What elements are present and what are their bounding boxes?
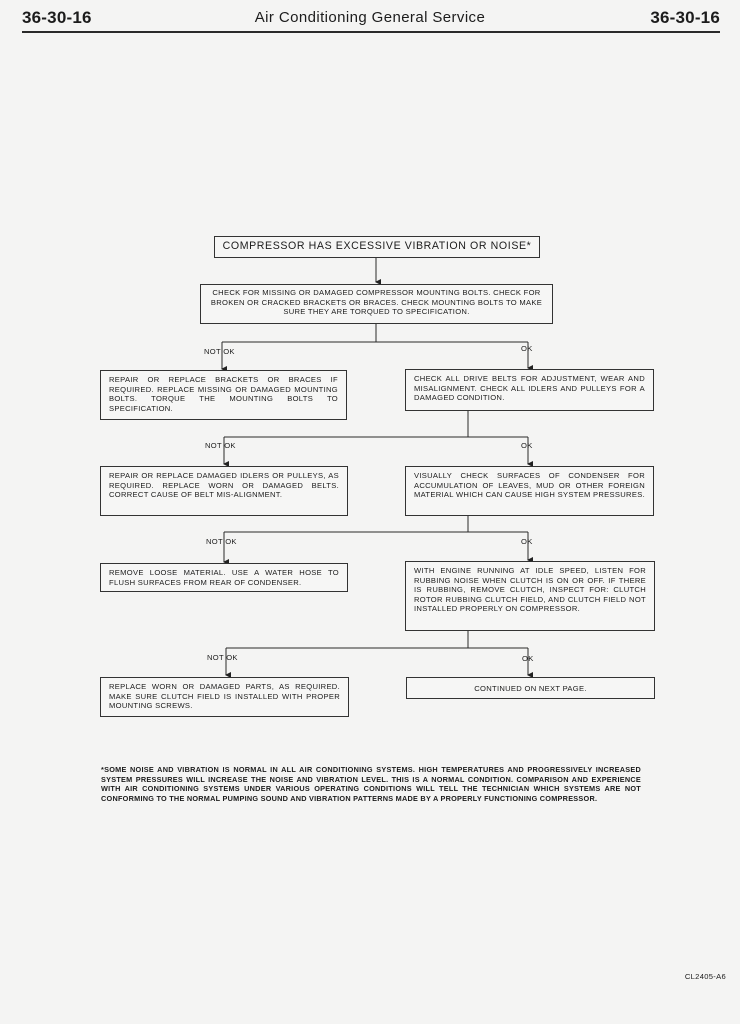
step4-not-ok-replace-parts-box: REPLACE WORN OR DAMAGED PARTS, AS REQUIRED. MAKE SURE CLUTCH FIELD IS INSTALLED WITH PROPER MOUNTING SCREWS.: [100, 677, 349, 717]
figure-code: CL2405-A6: [684, 972, 726, 981]
page-number-right: 36-30-16: [650, 8, 720, 27]
step1-not-ok-label: NOT OK: [204, 347, 235, 356]
page-number-left: 36-30-16: [22, 8, 92, 27]
step1-not-ok-repair-box: REPAIR OR REPLACE BRACKETS OR BRACES IF REQUIRED. REPLACE MISSING OR DAMAGED MOUNTING BOLTS. TORQUE THE MOUNTING BOLTS TO SPECIFICATION.: [100, 370, 347, 420]
step3-not-ok-remove-material-box: REMOVE LOOSE MATERIAL. USE A WATER HOSE TO FLUSH SURFACES FROM REAR OF CONDENSER.: [100, 563, 348, 592]
step3-ok-label: OK: [521, 537, 533, 546]
step1-check-mounting-box: CHECK FOR MISSING OR DAMAGED COMPRESSOR MOUNTING BOLTS. CHECK FOR BROKEN OR CRACKED BRACKETS OR BRACES. CHECK MOUNTING BOLTS TO MAKE SURE THEY ARE TORQUED TO SPECIFICATION.: [200, 284, 553, 324]
step2-ok-condenser-box: VISUALLY CHECK SURFACES OF CONDENSER FOR ACCUMULATION OF LEAVES, MUD OR OTHER FOREIGN MATERIAL WHICH CAN CAUSE HIGH SYSTEM PRESSURES.: [405, 466, 654, 516]
step2-not-ok-label: NOT OK: [205, 441, 236, 450]
footnote: *SOME NOISE AND VIBRATION IS NORMAL IN ALL AIR CONDITIONING SYSTEMS. HIGH TEMPERATURES AND PROGRESSIVELY INCREASED SYSTEM PRESSURES WILL INCREASE THE NOISE AND VIBRATION LEVEL. THIS IS A NORMAL CONDITION. COMPARISON AND EXPERIENCE WITH AIR CONDITIONING SYSTEMS UNDER VARIOUS OPERATING CONDITIONS WILL TELL THE TECHNICIAN WHICH SYSTEMS ARE NOT CONFORMING TO THE NORMAL PUMPING SOUND AND VIBRATION PATTERNS MADE BY A PROPERLY FUNCTIONING COMPRESSOR.: [101, 765, 641, 803]
step3-not-ok-label: NOT OK: [206, 537, 237, 546]
flowchart-title-box: COMPRESSOR HAS EXCESSIVE VIBRATION OR NOISE*: [214, 236, 540, 258]
step2-ok-label: OK: [521, 441, 533, 450]
step4-ok-continued-box: CONTINUED ON NEXT PAGE.: [406, 677, 655, 699]
step1-ok-check-belts-box: CHECK ALL DRIVE BELTS FOR ADJUSTMENT, WEAR AND MISALIGNMENT. CHECK ALL IDLERS AND PULLEYS FOR A DAMAGED CONDITION.: [405, 369, 654, 411]
step1-ok-label: OK: [521, 344, 533, 353]
step4-ok-label: OK: [522, 654, 534, 663]
step2-not-ok-repair-box: REPAIR OR REPLACE DAMAGED IDLERS OR PULLEYS, AS REQUIRED. REPLACE WORN OR DAMAGED BELTS. CORRECT CAUSE OF BELT MIS-ALIGNMENT.: [100, 466, 348, 516]
step4-not-ok-label: NOT OK: [207, 653, 238, 662]
step3-ok-listen-box: WITH ENGINE RUNNING AT IDLE SPEED, LISTEN FOR RUBBING NOISE WHEN CLUTCH IS ON OR OFF. IF THERE IS RUBBING, REMOVE CLUTCH, INSPECT FOR: CLUTCH ROTOR RUBBING CLUTCH FIELD, AND CLUTCH FIELD NOT INSTALLED PROPERLY ON COMPRESSOR.: [405, 561, 655, 631]
page-title: Air Conditioning General Service: [254, 9, 486, 26]
